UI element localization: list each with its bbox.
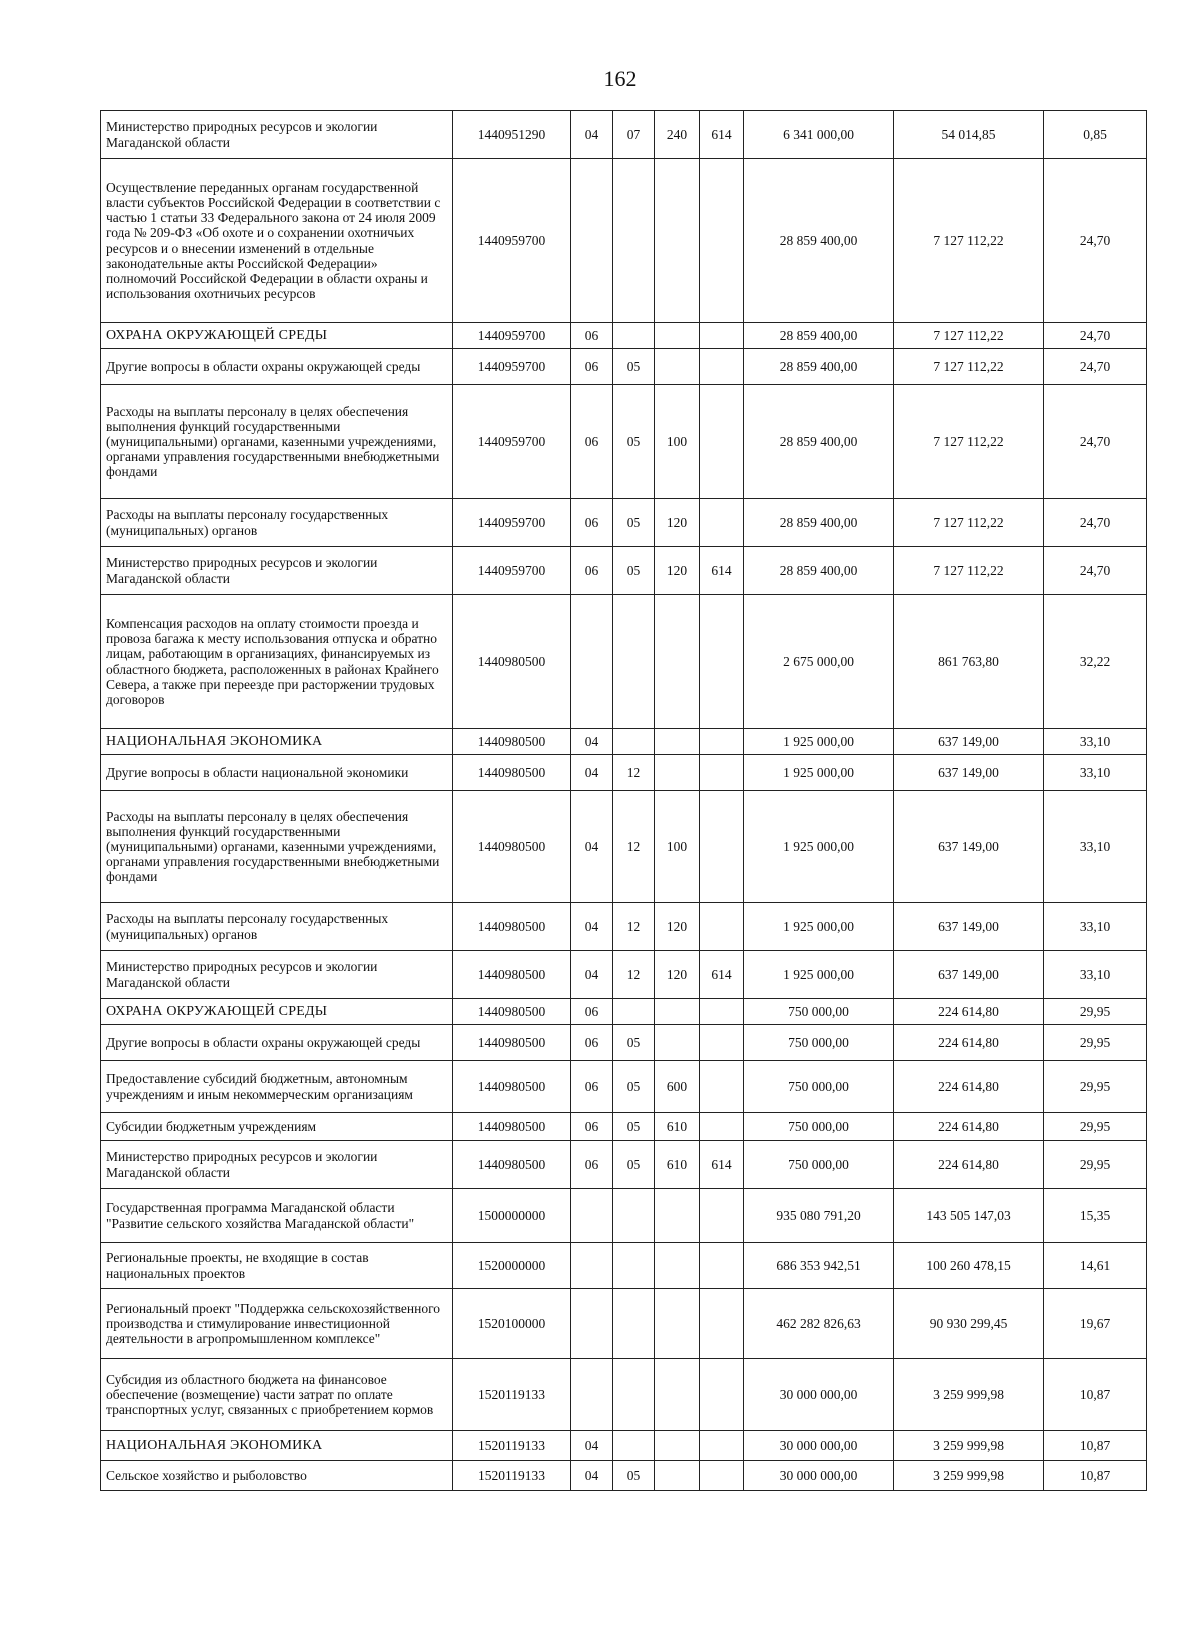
- execution-percent-cell: 29,95: [1044, 1113, 1147, 1141]
- section-cell: 06: [571, 1061, 613, 1113]
- table-row: [101, 1359, 1147, 1431]
- table-row: [101, 547, 1147, 595]
- table-row: [101, 159, 1147, 323]
- administrator-code-cell: [700, 1113, 744, 1141]
- expense-type-cell: 100: [655, 791, 700, 903]
- expense-type-cell: [655, 755, 700, 791]
- expense-type-cell: 120: [655, 951, 700, 999]
- administrator-code-cell: [700, 903, 744, 951]
- table-body: [101, 111, 1147, 1491]
- table-row: [101, 323, 1147, 349]
- execution-percent-cell: 24,70: [1044, 349, 1147, 385]
- approved-amount-cell: 935 080 791,20: [744, 1189, 894, 1243]
- executed-amount-cell: 90 930 299,45: [894, 1289, 1044, 1359]
- approved-amount-cell: 30 000 000,00: [744, 1359, 894, 1431]
- section-cell: 06: [571, 1025, 613, 1061]
- subsection-cell: [613, 1431, 655, 1461]
- section-cell: [571, 595, 613, 729]
- target-article-cell: 1440980500: [453, 595, 571, 729]
- expense-type-cell: 610: [655, 1113, 700, 1141]
- approved-amount-cell: 750 000,00: [744, 1025, 894, 1061]
- target-article-cell: 1440959700: [453, 499, 571, 547]
- row-name-cell: Компенсация расходов на оплату стоимости проезда и провоза багажа к месту использования отпуска и обратно лицам, работающим в организациях, финансируемых из областного бюджета, расположенных в районах Крайнего Севера, а также при переезде при расторжении трудовых договоров: [101, 595, 453, 729]
- row-name-cell: Министерство природных ресурсов и экологии Магаданской области: [101, 547, 453, 595]
- subsection-cell: [613, 999, 655, 1025]
- executed-amount-cell: 224 614,80: [894, 1025, 1044, 1061]
- approved-amount-cell: 28 859 400,00: [744, 547, 894, 595]
- administrator-code-cell: 614: [700, 1141, 744, 1189]
- subsection-cell: 05: [613, 1025, 655, 1061]
- executed-amount-cell: 7 127 112,22: [894, 385, 1044, 499]
- section-cell: 06: [571, 499, 613, 547]
- approved-amount-cell: 750 000,00: [744, 1141, 894, 1189]
- table-row: [101, 1113, 1147, 1141]
- section-cell: 06: [571, 323, 613, 349]
- executed-amount-cell: 637 149,00: [894, 791, 1044, 903]
- execution-percent-cell: 10,87: [1044, 1461, 1147, 1491]
- execution-percent-cell: 24,70: [1044, 159, 1147, 323]
- approved-amount-cell: 28 859 400,00: [744, 349, 894, 385]
- target-article-cell: 1500000000: [453, 1189, 571, 1243]
- subsection-cell: 05: [613, 1461, 655, 1491]
- target-article-cell: 1520100000: [453, 1289, 571, 1359]
- target-article-cell: 1520119133: [453, 1461, 571, 1491]
- row-name-cell: Расходы на выплаты персоналу в целях обеспечения выполнения функций государственными (муниципальными) органами, казенными учреждениями, органами управления государственными внебюджетными фондами: [101, 385, 453, 499]
- administrator-code-cell: [700, 729, 744, 755]
- table-row: [101, 595, 1147, 729]
- administrator-code-cell: [700, 323, 744, 349]
- section-cell: 06: [571, 385, 613, 499]
- subsection-cell: [613, 1359, 655, 1431]
- approved-amount-cell: 30 000 000,00: [744, 1461, 894, 1491]
- expense-type-cell: 120: [655, 903, 700, 951]
- executed-amount-cell: 3 259 999,98: [894, 1359, 1044, 1431]
- table-row: [101, 999, 1147, 1025]
- executed-amount-cell: 637 149,00: [894, 729, 1044, 755]
- table-row: [101, 499, 1147, 547]
- row-name-cell: Министерство природных ресурсов и экологии Магаданской области: [101, 111, 453, 159]
- approved-amount-cell: 6 341 000,00: [744, 111, 894, 159]
- execution-percent-cell: 0,85: [1044, 111, 1147, 159]
- target-article-cell: 1440980500: [453, 1025, 571, 1061]
- budget-table: [100, 110, 1147, 1491]
- expense-type-cell: [655, 323, 700, 349]
- administrator-code-cell: [700, 385, 744, 499]
- expense-type-cell: [655, 1461, 700, 1491]
- expense-type-cell: 240: [655, 111, 700, 159]
- section-cell: 04: [571, 951, 613, 999]
- target-article-cell: 1440980500: [453, 1113, 571, 1141]
- page-number: 162: [603, 66, 637, 91]
- expense-type-cell: [655, 1289, 700, 1359]
- table-row: [101, 1061, 1147, 1113]
- target-article-cell: 1440959700: [453, 547, 571, 595]
- execution-percent-cell: 14,61: [1044, 1243, 1147, 1289]
- section-cell: [571, 1243, 613, 1289]
- executed-amount-cell: 7 127 112,22: [894, 159, 1044, 323]
- table-row: [101, 1289, 1147, 1359]
- table-row: [101, 1189, 1147, 1243]
- expense-type-cell: [655, 349, 700, 385]
- execution-percent-cell: 24,70: [1044, 323, 1147, 349]
- row-name-cell: Министерство природных ресурсов и экологии Магаданской области: [101, 1141, 453, 1189]
- subsection-cell: [613, 729, 655, 755]
- row-name-cell: НАЦИОНАЛЬНАЯ ЭКОНОМИКА: [101, 729, 453, 755]
- target-article-cell: 1440980500: [453, 755, 571, 791]
- section-cell: 06: [571, 1141, 613, 1189]
- row-name-cell: Региональный проект "Поддержка сельскохозяйственного производства и стимулирование инвестиционной деятельности в агропромышленном комплексе": [101, 1289, 453, 1359]
- administrator-code-cell: [700, 1461, 744, 1491]
- subsection-cell: 12: [613, 791, 655, 903]
- target-article-cell: 1440959700: [453, 323, 571, 349]
- section-cell: 06: [571, 547, 613, 595]
- executed-amount-cell: 224 614,80: [894, 999, 1044, 1025]
- administrator-code-cell: [700, 159, 744, 323]
- expense-type-cell: [655, 1189, 700, 1243]
- subsection-cell: 05: [613, 385, 655, 499]
- row-name-cell: Региональные проекты, не входящие в состав национальных проектов: [101, 1243, 453, 1289]
- target-article-cell: 1520119133: [453, 1359, 571, 1431]
- section-cell: 04: [571, 755, 613, 791]
- subsection-cell: [613, 1289, 655, 1359]
- executed-amount-cell: 54 014,85: [894, 111, 1044, 159]
- execution-percent-cell: 19,67: [1044, 1289, 1147, 1359]
- execution-percent-cell: 29,95: [1044, 1061, 1147, 1113]
- administrator-code-cell: [700, 595, 744, 729]
- row-name-cell: Расходы на выплаты персоналу в целях обеспечения выполнения функций государственными (муниципальными) органами, казенными учреждениями, органами управления государственными внебюджетными фондами: [101, 791, 453, 903]
- target-article-cell: 1520119133: [453, 1431, 571, 1461]
- row-name-cell: ОХРАНА ОКРУЖАЮЩЕЙ СРЕДЫ: [101, 999, 453, 1025]
- row-name-cell: Расходы на выплаты персоналу государственных (муниципальных) органов: [101, 499, 453, 547]
- executed-amount-cell: 7 127 112,22: [894, 323, 1044, 349]
- subsection-cell: 12: [613, 951, 655, 999]
- section-cell: 06: [571, 999, 613, 1025]
- subsection-cell: [613, 323, 655, 349]
- row-name-cell: Другие вопросы в области охраны окружающей среды: [101, 1025, 453, 1061]
- approved-amount-cell: 30 000 000,00: [744, 1431, 894, 1461]
- table-row: [101, 111, 1147, 159]
- executed-amount-cell: 3 259 999,98: [894, 1461, 1044, 1491]
- target-article-cell: 1440980500: [453, 1141, 571, 1189]
- row-name-cell: Субсидия из областного бюджета на финансовое обеспечение (возмещение) части затрат по оплате транспортных услуг, связанных с приобретением кормов: [101, 1359, 453, 1431]
- row-name-cell: ОХРАНА ОКРУЖАЮЩЕЙ СРЕДЫ: [101, 323, 453, 349]
- execution-percent-cell: 10,87: [1044, 1431, 1147, 1461]
- section-cell: 04: [571, 729, 613, 755]
- expense-type-cell: [655, 595, 700, 729]
- approved-amount-cell: 686 353 942,51: [744, 1243, 894, 1289]
- subsection-cell: [613, 1243, 655, 1289]
- row-name-cell: Осуществление переданных органам государственной власти субъектов Российской Федерации в соответствии с частью 1 статьи 33 Федерального закона от 24 июля 2009 года № 209-ФЗ «Об охоте и о сохранении охотничьих ресурсов и о внесении изменений в отдельные законодательные акты Российской Федерации» полномочий Российской Федерации в области охраны и использования охотничьих ресурсов: [101, 159, 453, 323]
- administrator-code-cell: [700, 1061, 744, 1113]
- table-row: [101, 755, 1147, 791]
- executed-amount-cell: 3 259 999,98: [894, 1431, 1044, 1461]
- section-cell: 04: [571, 111, 613, 159]
- table-row: [101, 385, 1147, 499]
- section-cell: [571, 1359, 613, 1431]
- section-cell: 04: [571, 1431, 613, 1461]
- subsection-cell: 05: [613, 1113, 655, 1141]
- row-name-cell: НАЦИОНАЛЬНАЯ ЭКОНОМИКА: [101, 1431, 453, 1461]
- subsection-cell: 05: [613, 1141, 655, 1189]
- table-row: [101, 1025, 1147, 1061]
- subsection-cell: [613, 1189, 655, 1243]
- execution-percent-cell: 33,10: [1044, 951, 1147, 999]
- approved-amount-cell: 750 000,00: [744, 1061, 894, 1113]
- target-article-cell: 1440959700: [453, 159, 571, 323]
- subsection-cell: 05: [613, 499, 655, 547]
- expense-type-cell: [655, 1025, 700, 1061]
- approved-amount-cell: 750 000,00: [744, 1113, 894, 1141]
- administrator-code-cell: [700, 1189, 744, 1243]
- approved-amount-cell: 28 859 400,00: [744, 499, 894, 547]
- administrator-code-cell: [700, 1289, 744, 1359]
- administrator-code-cell: [700, 1359, 744, 1431]
- target-article-cell: 1440959700: [453, 385, 571, 499]
- section-cell: 06: [571, 1113, 613, 1141]
- row-name-cell: Субсидии бюджетным учреждениям: [101, 1113, 453, 1141]
- execution-percent-cell: 15,35: [1044, 1189, 1147, 1243]
- execution-percent-cell: 24,70: [1044, 547, 1147, 595]
- administrator-code-cell: 614: [700, 951, 744, 999]
- row-name-cell: Другие вопросы в области национальной экономики: [101, 755, 453, 791]
- target-article-cell: 1440980500: [453, 791, 571, 903]
- table-row: [101, 951, 1147, 999]
- executed-amount-cell: 7 127 112,22: [894, 499, 1044, 547]
- execution-percent-cell: 29,95: [1044, 999, 1147, 1025]
- expense-type-cell: 600: [655, 1061, 700, 1113]
- approved-amount-cell: 28 859 400,00: [744, 159, 894, 323]
- administrator-code-cell: 614: [700, 111, 744, 159]
- table-row: [101, 903, 1147, 951]
- subsection-cell: 05: [613, 1061, 655, 1113]
- execution-percent-cell: 33,10: [1044, 791, 1147, 903]
- target-article-cell: 1520000000: [453, 1243, 571, 1289]
- executed-amount-cell: 637 149,00: [894, 903, 1044, 951]
- row-name-cell: Другие вопросы в области охраны окружающей среды: [101, 349, 453, 385]
- expense-type-cell: 120: [655, 499, 700, 547]
- administrator-code-cell: [700, 999, 744, 1025]
- administrator-code-cell: 614: [700, 547, 744, 595]
- executed-amount-cell: 637 149,00: [894, 951, 1044, 999]
- administrator-code-cell: [700, 499, 744, 547]
- target-article-cell: 1440980500: [453, 729, 571, 755]
- execution-percent-cell: 24,70: [1044, 499, 1147, 547]
- administrator-code-cell: [700, 755, 744, 791]
- section-cell: [571, 159, 613, 323]
- expense-type-cell: [655, 1243, 700, 1289]
- subsection-cell: 05: [613, 547, 655, 595]
- execution-percent-cell: 33,10: [1044, 755, 1147, 791]
- expense-type-cell: [655, 1359, 700, 1431]
- target-article-cell: 1440959700: [453, 349, 571, 385]
- section-cell: 04: [571, 903, 613, 951]
- approved-amount-cell: 1 925 000,00: [744, 791, 894, 903]
- target-article-cell: 1440980500: [453, 1061, 571, 1113]
- table-row: [101, 1243, 1147, 1289]
- approved-amount-cell: 1 925 000,00: [744, 951, 894, 999]
- approved-amount-cell: 1 925 000,00: [744, 729, 894, 755]
- expense-type-cell: [655, 159, 700, 323]
- executed-amount-cell: 7 127 112,22: [894, 349, 1044, 385]
- approved-amount-cell: 1 925 000,00: [744, 903, 894, 951]
- expense-type-cell: [655, 999, 700, 1025]
- target-article-cell: 1440980500: [453, 951, 571, 999]
- executed-amount-cell: 224 614,80: [894, 1061, 1044, 1113]
- execution-percent-cell: 29,95: [1044, 1141, 1147, 1189]
- table-row: [101, 349, 1147, 385]
- subsection-cell: [613, 595, 655, 729]
- approved-amount-cell: 1 925 000,00: [744, 755, 894, 791]
- execution-percent-cell: 33,10: [1044, 729, 1147, 755]
- approved-amount-cell: 750 000,00: [744, 999, 894, 1025]
- execution-percent-cell: 33,10: [1044, 903, 1147, 951]
- executed-amount-cell: 861 763,80: [894, 595, 1044, 729]
- subsection-cell: 12: [613, 755, 655, 791]
- expense-type-cell: 610: [655, 1141, 700, 1189]
- execution-percent-cell: 29,95: [1044, 1025, 1147, 1061]
- row-name-cell: Государственная программа Магаданской области "Развитие сельского хозяйства Магаданской области": [101, 1189, 453, 1243]
- subsection-cell: 07: [613, 111, 655, 159]
- executed-amount-cell: 143 505 147,03: [894, 1189, 1044, 1243]
- table-row: [101, 1461, 1147, 1491]
- approved-amount-cell: 2 675 000,00: [744, 595, 894, 729]
- administrator-code-cell: [700, 1025, 744, 1061]
- table-row: [101, 1431, 1147, 1461]
- expense-type-cell: 120: [655, 547, 700, 595]
- expense-type-cell: [655, 729, 700, 755]
- expense-type-cell: [655, 1431, 700, 1461]
- executed-amount-cell: 637 149,00: [894, 755, 1044, 791]
- target-article-cell: 1440951290: [453, 111, 571, 159]
- administrator-code-cell: [700, 1431, 744, 1461]
- table-row: [101, 729, 1147, 755]
- executed-amount-cell: 224 614,80: [894, 1113, 1044, 1141]
- subsection-cell: 12: [613, 903, 655, 951]
- administrator-code-cell: [700, 791, 744, 903]
- row-name-cell: Расходы на выплаты персоналу государственных (муниципальных) органов: [101, 903, 453, 951]
- section-cell: 04: [571, 1461, 613, 1491]
- approved-amount-cell: 28 859 400,00: [744, 323, 894, 349]
- execution-percent-cell: 24,70: [1044, 385, 1147, 499]
- approved-amount-cell: 462 282 826,63: [744, 1289, 894, 1359]
- executed-amount-cell: 7 127 112,22: [894, 547, 1044, 595]
- executed-amount-cell: 224 614,80: [894, 1141, 1044, 1189]
- row-name-cell: Предоставление субсидий бюджетным, автономным учреждениям и иным некоммерческим организациям: [101, 1061, 453, 1113]
- expense-type-cell: 100: [655, 385, 700, 499]
- subsection-cell: [613, 159, 655, 323]
- table-row: [101, 791, 1147, 903]
- administrator-code-cell: [700, 349, 744, 385]
- subsection-cell: 05: [613, 349, 655, 385]
- row-name-cell: Министерство природных ресурсов и экологии Магаданской области: [101, 951, 453, 999]
- approved-amount-cell: 28 859 400,00: [744, 385, 894, 499]
- execution-percent-cell: 10,87: [1044, 1359, 1147, 1431]
- administrator-code-cell: [700, 1243, 744, 1289]
- section-cell: 06: [571, 349, 613, 385]
- executed-amount-cell: 100 260 478,15: [894, 1243, 1044, 1289]
- section-cell: 04: [571, 791, 613, 903]
- row-name-cell: Сельское хозяйство и рыболовство: [101, 1461, 453, 1491]
- target-article-cell: 1440980500: [453, 999, 571, 1025]
- section-cell: [571, 1189, 613, 1243]
- target-article-cell: 1440980500: [453, 903, 571, 951]
- section-cell: [571, 1289, 613, 1359]
- execution-percent-cell: 32,22: [1044, 595, 1147, 729]
- table-row: [101, 1141, 1147, 1189]
